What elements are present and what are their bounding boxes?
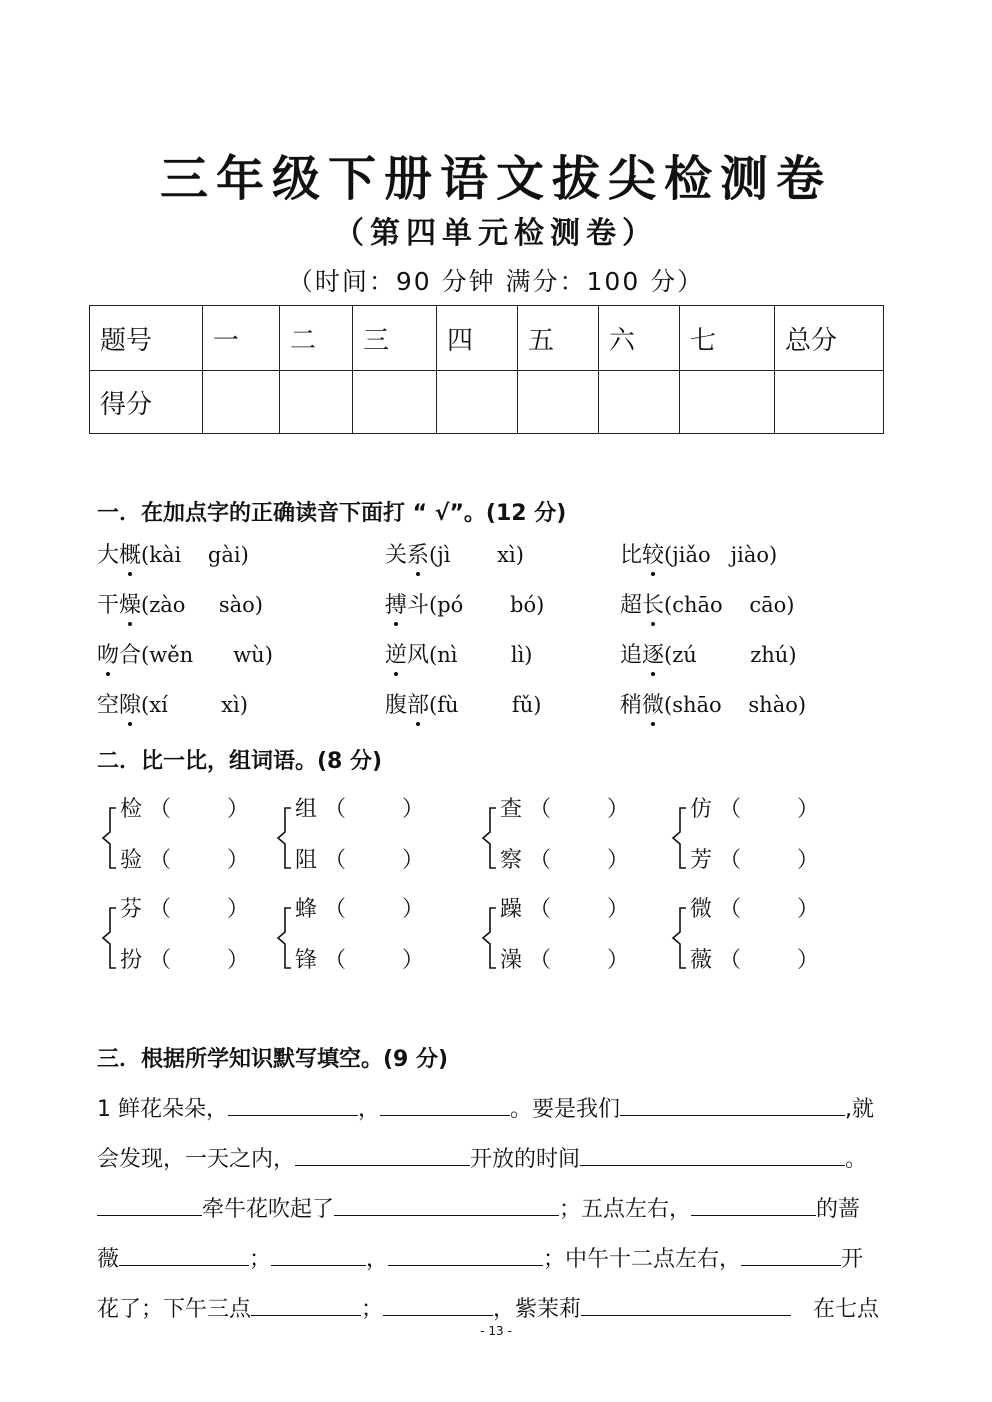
recite-line-4	[97, 1242, 863, 1273]
brace-icon	[480, 806, 500, 870]
pinyin-options[interactable]: (jiǎo jiào)	[664, 543, 778, 567]
recite-line-3	[97, 1192, 860, 1223]
page-subtitle: （第四单元检测卷）	[334, 216, 658, 251]
page-title: 三年级下册语文拔尖检测卷	[159, 151, 832, 207]
recite-text: 开放的时间	[470, 1147, 581, 1172]
brace-icon	[100, 806, 120, 870]
word-pair-group	[275, 897, 455, 1006]
pair-char-top	[295, 892, 424, 923]
pinyin-item	[385, 538, 524, 569]
brace-icon	[670, 806, 690, 870]
word-pair-group	[670, 897, 850, 1006]
recite-text: 会发现，一天之内，	[97, 1147, 296, 1172]
recite-text: 在七点	[813, 1297, 880, 1322]
pinyin-item	[97, 688, 248, 719]
answer-blank[interactable]	[295, 1143, 470, 1166]
pair-char: 薇	[690, 948, 713, 973]
section1-heading: 一．在加点字的正确读音下面打 “ √”。(12 分)	[97, 501, 567, 526]
pair-char: 阻	[295, 848, 318, 873]
pinyin-item	[620, 638, 797, 669]
score-cell: 五	[518, 306, 599, 371]
pinyin-item	[385, 638, 533, 669]
word-char: 风	[407, 643, 430, 668]
answer-paren[interactable]: （ ）	[719, 897, 819, 922]
word-char: 腹	[385, 693, 408, 718]
answer-paren[interactable]: （ ）	[149, 848, 249, 873]
score-input-cell[interactable]	[353, 371, 437, 434]
pair-char: 验	[120, 848, 143, 873]
pair-char-bottom	[500, 843, 629, 874]
pinyin-item	[620, 688, 806, 719]
answer-blank[interactable]	[580, 1143, 845, 1166]
score-input-cell[interactable]	[599, 371, 680, 434]
answer-paren[interactable]: （ ）	[324, 797, 424, 822]
answer-paren[interactable]: （ ）	[324, 948, 424, 973]
recite-text: 。	[845, 1147, 868, 1172]
pair-char-top	[500, 792, 629, 823]
word-char: 超	[620, 593, 643, 618]
pinyin-item	[620, 538, 777, 569]
pair-char: 仿	[690, 797, 713, 822]
pinyin-options[interactable]: (chāo cāo)	[664, 593, 795, 617]
pinyin-options[interactable]: (kài gài)	[141, 543, 249, 567]
pair-char-top	[500, 892, 629, 923]
brace-icon	[275, 806, 295, 870]
word-char: 空	[97, 693, 120, 718]
score-cell: 二	[280, 306, 353, 371]
pair-char-top	[295, 792, 424, 823]
pair-char: 微	[690, 897, 713, 922]
score-row-label: 得分	[90, 371, 203, 434]
dotted-char: 逆	[385, 638, 407, 669]
word-char: 追	[620, 643, 643, 668]
pair-char-bottom	[500, 943, 629, 974]
dotted-char: 概	[119, 538, 141, 569]
pinyin-item	[97, 638, 273, 669]
pair-char: 检	[120, 797, 143, 822]
pair-char: 扮	[120, 948, 143, 973]
dotted-char: 吻	[97, 638, 119, 669]
pinyin-item	[385, 688, 541, 719]
dotted-char: 较	[642, 538, 664, 569]
recite-text: ，紫茉莉	[493, 1297, 582, 1322]
answer-blank[interactable]	[119, 1243, 249, 1266]
pair-char-top	[690, 892, 819, 923]
pinyin-item	[97, 538, 249, 569]
score-input-cell[interactable]	[680, 371, 775, 434]
word-char: 合	[119, 643, 142, 668]
pair-char: 躁	[500, 897, 523, 922]
pair-char: 芬	[120, 897, 143, 922]
time-info: （时间：90 分钟 满分：100 分）	[287, 267, 705, 296]
answer-blank[interactable]	[383, 1293, 493, 1316]
pair-char-bottom	[690, 843, 819, 874]
answer-blank[interactable]	[334, 1193, 559, 1216]
answer-paren[interactable]: （ ）	[324, 848, 424, 873]
word-pair-group	[480, 797, 660, 906]
word-pair-group	[100, 797, 280, 906]
recite-line-5	[97, 1292, 879, 1323]
score-input-cell[interactable]	[203, 371, 280, 434]
dotted-char: 燥	[119, 588, 141, 619]
word-pair-group	[100, 897, 280, 1006]
pinyin-options[interactable]: (pó bó)	[429, 593, 545, 617]
answer-paren[interactable]: （ ）	[149, 897, 249, 922]
pinyin-options[interactable]: (xí xì)	[141, 693, 248, 717]
score-input-cell[interactable]	[437, 371, 518, 434]
pair-char: 芳	[690, 848, 713, 873]
word-pair-group	[670, 797, 850, 906]
score-cell: 四	[437, 306, 518, 371]
pinyin-options[interactable]: (zú zhú)	[664, 643, 797, 667]
pair-char-bottom	[120, 843, 249, 874]
score-cell: 题号	[90, 306, 203, 371]
answer-paren[interactable]: （ ）	[719, 797, 819, 822]
answer-blank[interactable]	[380, 1093, 510, 1116]
dotted-char: 系	[407, 538, 429, 569]
recite-text: 薇	[97, 1247, 120, 1272]
answer-blank[interactable]	[741, 1243, 841, 1266]
pair-char-bottom	[295, 843, 424, 874]
recite-text: ；	[361, 1297, 384, 1322]
dotted-char: 微	[642, 688, 664, 719]
pair-char-bottom	[295, 943, 424, 974]
pinyin-options[interactable]: (wěn wù)	[141, 643, 273, 667]
answer-blank[interactable]	[691, 1193, 816, 1216]
word-char: 斗	[407, 593, 430, 618]
pair-char-top	[120, 892, 249, 923]
answer-paren[interactable]: （ ）	[719, 948, 819, 973]
section3-heading: 三．根据所学知识默写填空。(9 分)	[97, 1047, 449, 1072]
pair-char: 组	[295, 797, 318, 822]
recite-text: 花了；下午三点	[97, 1297, 252, 1322]
word-char: 关	[385, 543, 408, 568]
word-char: 比	[620, 543, 643, 568]
answer-paren[interactable]: （ ）	[324, 897, 424, 922]
score-cell: 三	[353, 306, 437, 371]
page-number: - 13 -	[480, 1324, 512, 1338]
answer-paren[interactable]: （ ）	[149, 797, 249, 822]
answer-paren[interactable]: （ ）	[529, 897, 629, 922]
answer-blank[interactable]	[271, 1243, 366, 1266]
recite-text: ；	[249, 1247, 272, 1272]
score-cell: 七	[680, 306, 775, 371]
recite-line-2	[97, 1142, 867, 1173]
brace-icon	[100, 906, 120, 970]
pair-char-top	[690, 792, 819, 823]
score-cell: 六	[599, 306, 680, 371]
pair-char: 查	[500, 797, 523, 822]
recite-line-1	[97, 1092, 874, 1123]
recite-text: 1 鲜花朵朵，	[97, 1097, 228, 1122]
section2-heading: 二．比一比，组词语。(8 分)	[97, 749, 383, 774]
brace-icon	[275, 906, 295, 970]
pinyin-options[interactable]: (zào sào)	[141, 593, 263, 617]
dotted-char: 部	[407, 688, 429, 719]
score-cell: 一	[203, 306, 280, 371]
pinyin-item	[385, 588, 544, 619]
answer-blank[interactable]	[620, 1093, 845, 1116]
score-input-cell[interactable]	[518, 371, 599, 434]
recite-text: ，	[366, 1247, 389, 1272]
answer-blank[interactable]	[228, 1093, 358, 1116]
dotted-char: 搏	[385, 588, 407, 619]
pinyin-options[interactable]: (fù fǔ)	[429, 693, 542, 717]
answer-paren[interactable]: （ ）	[529, 848, 629, 873]
brace-icon	[670, 906, 690, 970]
answer-blank[interactable]	[97, 1193, 202, 1216]
recite-text: 。要是我们	[510, 1097, 621, 1122]
pinyin-options[interactable]: (nì lì)	[429, 643, 533, 667]
pinyin-item	[97, 588, 263, 619]
pinyin-item	[620, 588, 795, 619]
recite-text: ；中午十二点左右，	[543, 1247, 742, 1272]
score-table-header-row	[90, 306, 884, 371]
pinyin-options[interactable]: (jì xì)	[429, 543, 524, 567]
score-table-score-row	[90, 371, 884, 434]
word-pair-group	[480, 897, 660, 1006]
recite-text: 牵牛花吹起了	[202, 1197, 335, 1222]
answer-blank[interactable]	[251, 1293, 361, 1316]
pair-char-top	[120, 792, 249, 823]
recite-text: ,就	[845, 1097, 875, 1122]
score-table	[89, 305, 884, 434]
pair-char: 澡	[500, 948, 523, 973]
recite-text: 开	[841, 1247, 864, 1272]
word-char: 干	[97, 593, 120, 618]
dotted-char: 隙	[119, 688, 141, 719]
score-input-cell[interactable]	[775, 371, 884, 434]
word-pair-group	[275, 797, 455, 906]
recite-text: ，	[358, 1097, 381, 1122]
brace-icon	[480, 906, 500, 970]
answer-blank[interactable]	[388, 1243, 543, 1266]
answer-paren[interactable]: （ ）	[529, 948, 629, 973]
recite-text: ；五点左右，	[559, 1197, 692, 1222]
dotted-char: 逐	[642, 638, 664, 669]
score-cell: 总分	[775, 306, 884, 371]
dotted-char: 长	[642, 588, 664, 619]
answer-paren[interactable]: （ ）	[719, 848, 819, 873]
pair-char: 锋	[295, 948, 318, 973]
answer-paren[interactable]: （ ）	[529, 797, 629, 822]
word-char: 稍	[620, 693, 643, 718]
pair-char: 察	[500, 848, 523, 873]
answer-blank[interactable]	[581, 1293, 791, 1316]
score-input-cell[interactable]	[280, 371, 353, 434]
pair-char-bottom	[690, 943, 819, 974]
word-char: 大	[97, 543, 120, 568]
answer-paren[interactable]: （ ）	[149, 948, 249, 973]
pair-char: 蜂	[295, 897, 318, 922]
pinyin-options[interactable]: (shāo shào)	[664, 693, 807, 717]
pair-char-bottom	[120, 943, 249, 974]
recite-text: 的蔷	[816, 1197, 861, 1222]
